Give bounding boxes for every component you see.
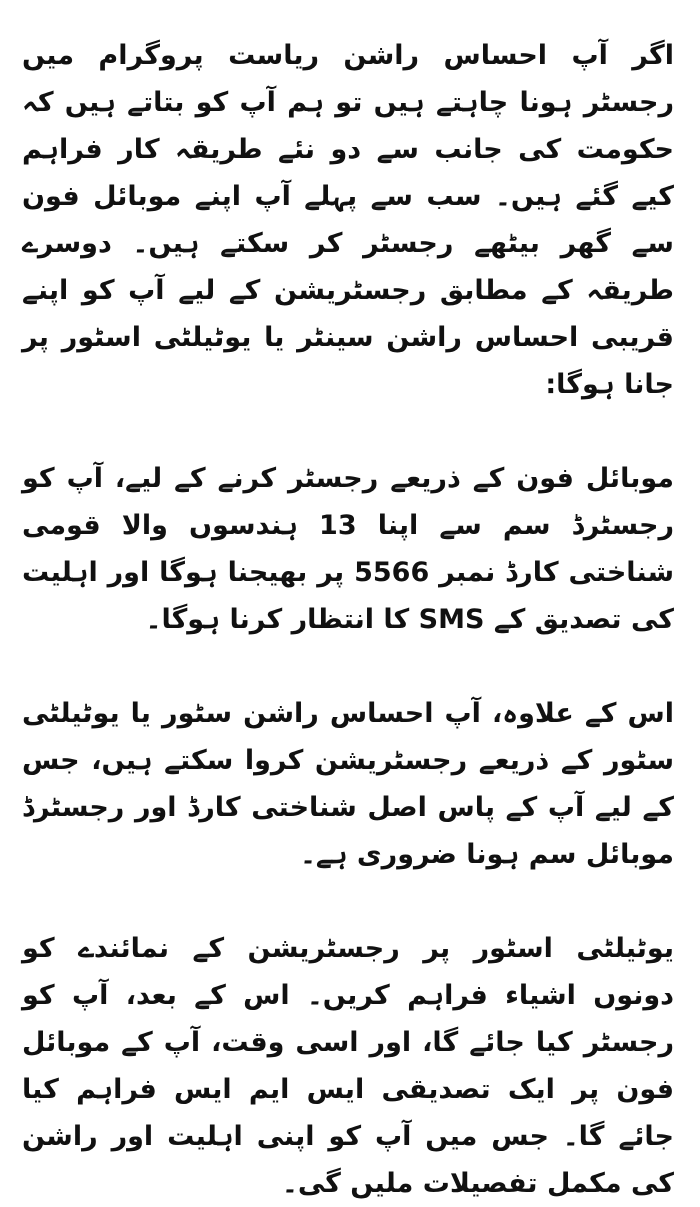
paragraph-registration-methods: اگر آپ احساس راشن ریاست پروگرام میں رجسٹر ہونا چاہتے ہیں تو ہم آپ کو بتاتے ہیں کہ حکومت کی جانب سے دو نئے طریقہ کار فراہم کیے گئے ہیں۔ سب سے پہلے آپ اپنے موبائل فون سے گھر بیٹھے رجسٹر کر سکتے ہیں۔ دوسرے طریقہ کے مطابق رجسٹریشن کے لیے آپ کو اپنے قریبی احساس راشن سینٹر یا یوٹیلٹی اسٹور پر جانا ہوگا:: [22, 40, 674, 400]
paragraph-store-registration: اس کے علاوہ، آپ احساس راشن سٹور یا یوٹیلٹی سٹور کے ذریعے رجسٹریشن کروا سکتے ہیں، جس کے لیے آپ کے پاس اصل شناختی کارڈ اور رجسٹرڈ موبائل سم ہونا ضروری ہے۔: [22, 698, 674, 870]
paragraph-store-verification: یوٹیلٹی اسٹور پر رجسٹریشن کے نمائندے کو دونوں اشیاء فراہم کریں۔ اس کے بعد، آپ کو رجسٹر کیا جائے گا، اور اسی وقت، آپ کے موبائل فون پر ایک تصدیقی ایس ایم ایس فراہم کیا جائے گا۔ جس میں آپ کو اپنی اہلیت اور راشن کی مکمل تفصیلات ملیں گی۔: [22, 933, 674, 1199]
paragraph-mobile-registration: موبائل فون کے ذریعے رجسٹر کرنے کے لیے، آپ کو رجسٹرڈ سم سے اپنا 13 ہندسوں والا قومی شناختی کارڈ نمبر 5566 پر بھیجنا ہوگا اور اہلیت کی تصدیق کے SMS کا انتظار کرنا ہوگا۔: [22, 463, 675, 635]
